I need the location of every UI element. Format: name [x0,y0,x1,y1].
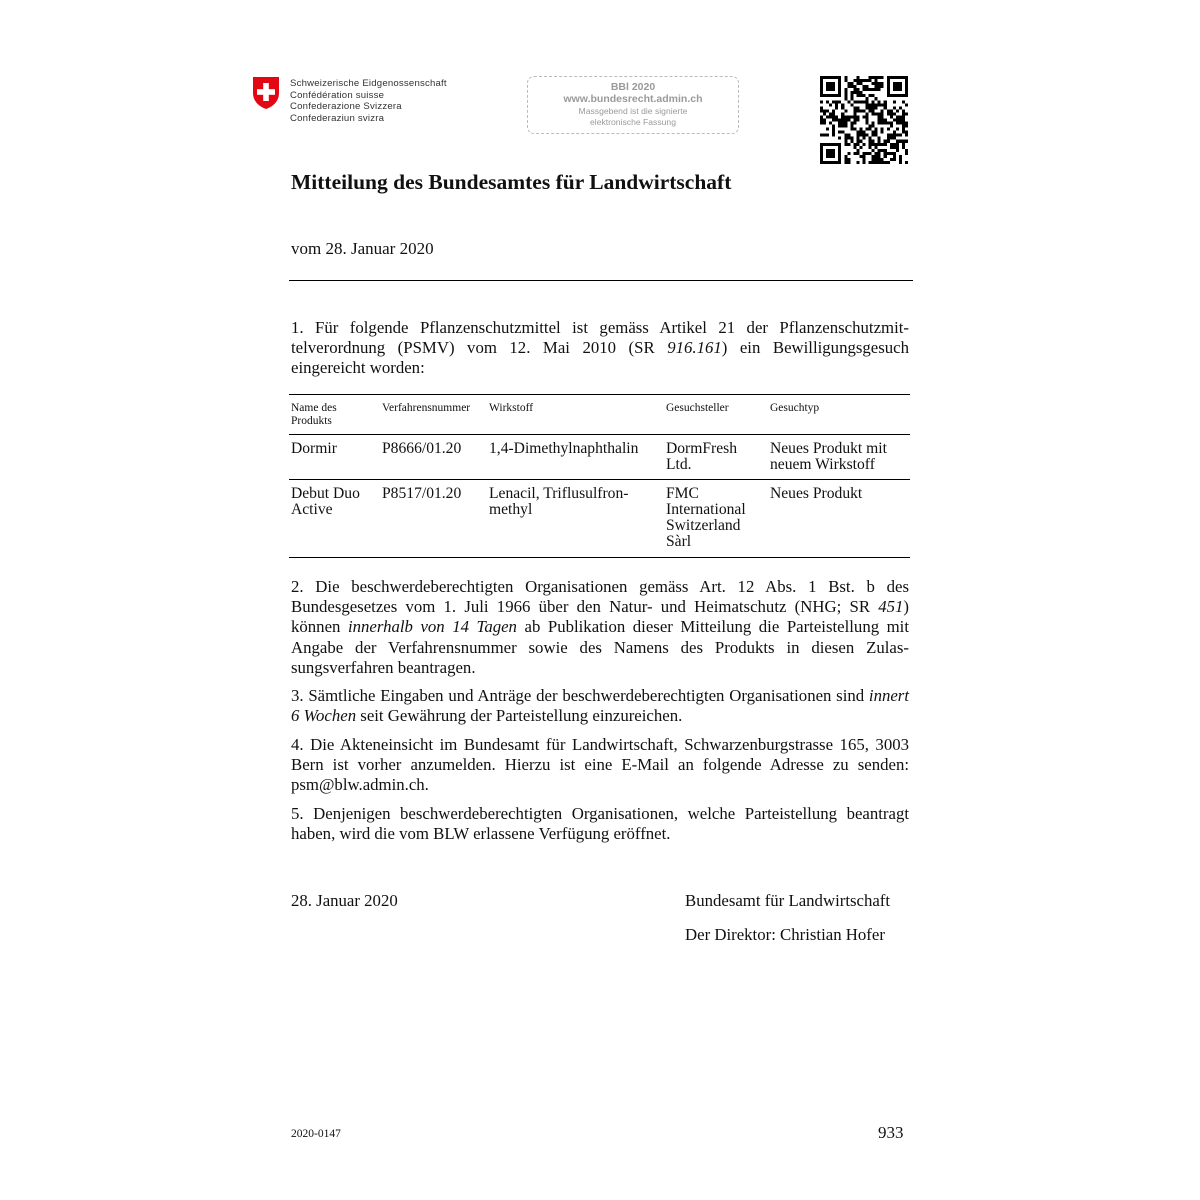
publication-stamp [527,76,739,134]
confederation-line: Confederazione Svizzera [290,101,402,113]
cell-substance: Lenacil, Triflusulfron-methyl [487,479,664,557]
cell-number: P8666/01.20 [380,435,487,480]
signature-date: 28. Januar 2020 [291,891,398,910]
document-number: 2020-0147 [291,1128,341,1140]
paragraph-3 [291,686,909,726]
paragraph-1-text: 1. Für folgende Pflanzenschutzmittel ist gemäss Artikel 21 der Pflanzenschutzmittelverordnung (PSMV) vom 12. Mai 2010 (SR [291,318,909,358]
table-row [289,435,910,480]
divider [289,280,913,281]
cell-product: Debut Duo Active [289,479,380,557]
cell-applicant: DormFresh Ltd. [664,435,768,480]
confederation-line: Confédération suisse [290,89,385,101]
stamp-url[interactable]: www.bundesrecht.admin.ch [563,93,703,105]
cell-number: P8517/01.20 [380,479,487,557]
stamp-gazette: BBl 2020 [610,81,656,93]
paragraph-3-b: seit Gewährung der Parteistellung einzureichen. [356,706,683,726]
paragraph-2-a: 2. Die beschwerdeberechtigten Organisationen gemäss Art. 12 Abs. 1 Bst. b des Bundesgesetzes vom 1. Juli 1966 über den Natur- und Heimatschutz (NHG; SR [291,577,909,617]
confederation-line: Confederaziun svizra [290,113,385,125]
publication-date: vom 28. Januar 2020 [291,239,434,258]
cell-applicant: FMC International Switzerland Sàrl [664,479,768,557]
paragraph-1-end: ) ein Bewilligungsgesuch eingereicht worden: [291,338,909,378]
cell-type: Neues Produkt [768,479,910,557]
paragraph-4: 4. Die Akteneinsicht im Bundesamt für Landwirtschaft, Schwarzenburgstrasse 165, 3003 Bern ist vorher anzumelden. Hierzu ist eine E-Mail an folgende Adresse zu senden: psm@blw.admin.ch. [291,735,909,795]
page-title: Mitteilung des Bundesamtes für Landwirtschaft [291,170,732,194]
paragraph-5: 5. Denjenigen beschwerdeberechtigten Organisationen, welche Parteistellung beantragt haben, wird die vom BLW erlassene Verfügung eröffnet. [291,804,909,844]
qr-code-icon [820,76,908,164]
cell-type: Neues Produkt mit neuem Wirkstoff [768,435,910,480]
stamp-note-2: elektronische Fassung [590,117,676,127]
swiss-coat-of-arms-icon [252,76,280,110]
paragraph-2 [291,577,909,678]
col-header-number: Verfahrensnummer [380,395,487,435]
paragraph-3-a: 3. Sämtliche Eingaben und Anträge der beschwerdeberechtigten Organisationen sind [291,686,869,705]
products-table [289,394,910,558]
cell-substance: 1,4-Dimethylnaphthalin [487,435,664,480]
col-header-name: Name des Produkts [289,395,380,435]
paragraph-2-b: ) können [291,597,909,637]
stamp-note: Massgebend ist die signierte [578,106,688,116]
cell-product: Dormir [289,435,380,480]
paragraph-1 [291,318,909,379]
paragraph-2-c: ab Publikation dieser Mitteilung die Parteistellung mit Angabe der Verfahrensnummer sowie des Namens des Produkts in diesen Zulassungsverfahren beantragen. [291,617,910,677]
confederation-line: Schweizerische Eidgenossenschaft [290,78,447,89]
deadline-emphasis: innert 6 Wochen [291,686,909,726]
confederation-name [290,78,447,125]
signature-director: Der Direktor: Christian Hofer [685,925,885,944]
col-header-type: Gesuchtyp [768,395,910,435]
signature-office: Bundesamt für Landwirtschaft [685,891,891,910]
col-header-applicant: Gesuchsteller [664,395,768,435]
deadline-emphasis: innerhalb von 14 Tagen [347,617,517,637]
page-number: 933 [878,1123,904,1142]
col-header-substance: Wirkstoff [487,395,664,435]
sr-reference: 916.161 [667,338,722,358]
table-row [289,479,910,557]
sr-reference: 451 [878,597,904,617]
table-header-row [289,395,910,435]
